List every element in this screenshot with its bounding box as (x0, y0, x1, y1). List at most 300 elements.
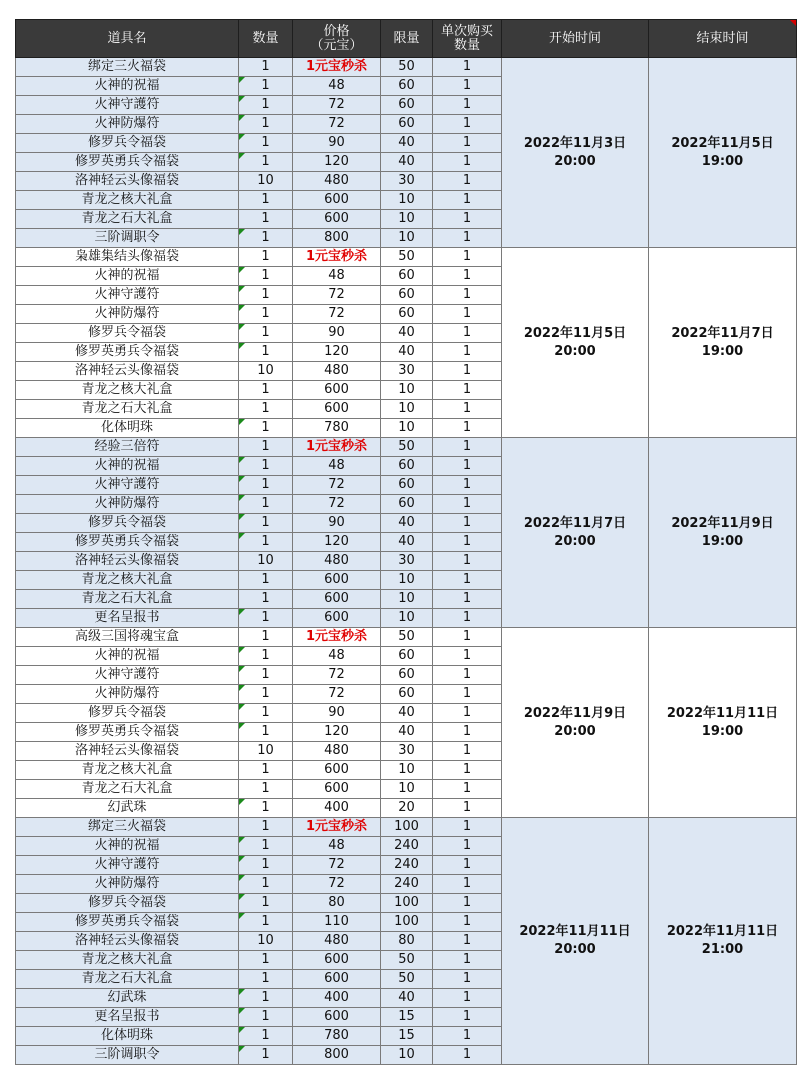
qty-cell[interactable] (239, 932, 293, 951)
price-cell[interactable] (293, 856, 381, 875)
end-time-cell[interactable] (649, 818, 797, 1065)
price-cell[interactable] (293, 894, 381, 913)
qty-cell[interactable] (239, 58, 293, 77)
limit-cell[interactable] (381, 742, 433, 761)
end-time-cell[interactable] (649, 628, 797, 818)
limit-cell[interactable] (381, 343, 433, 362)
qty-cell[interactable] (239, 229, 293, 248)
price-cell[interactable] (293, 267, 381, 286)
qty-cell[interactable] (239, 723, 293, 742)
price-cell[interactable] (293, 704, 381, 723)
item-name-cell[interactable] (16, 362, 239, 381)
price-cell[interactable] (293, 210, 381, 229)
per-purchase-cell[interactable] (433, 989, 502, 1008)
item-name-cell[interactable] (16, 837, 239, 856)
per-purchase-cell-text: 1 (462, 705, 472, 720)
price-cell[interactable] (293, 970, 381, 989)
item-name-cell[interactable] (16, 856, 239, 875)
qty-cell[interactable] (239, 913, 293, 932)
qty-cell[interactable] (239, 628, 293, 647)
price-cell[interactable] (293, 58, 381, 77)
price-cell[interactable] (293, 666, 381, 685)
limit-cell[interactable] (381, 115, 433, 134)
per-purchase-cell[interactable] (433, 609, 502, 628)
per-purchase-cell-text: 1 (462, 952, 472, 967)
item-name-cell[interactable] (16, 438, 239, 457)
price-cell[interactable] (293, 932, 381, 951)
item-name-cell[interactable] (16, 913, 239, 932)
limit-cell[interactable] (381, 932, 433, 951)
price-cell[interactable] (293, 305, 381, 324)
qty-cell[interactable] (239, 153, 293, 172)
limit-cell[interactable] (381, 267, 433, 286)
limit-cell[interactable] (381, 856, 433, 875)
header-price-line1: 价格 (323, 23, 350, 39)
item-name-cell[interactable] (16, 685, 239, 704)
per-purchase-cell[interactable] (433, 647, 502, 666)
cell-note-marker-icon (239, 533, 245, 539)
header-price[interactable] (293, 20, 381, 58)
qty-cell[interactable] (239, 96, 293, 115)
qty-cell[interactable] (239, 495, 293, 514)
price-cell[interactable] (293, 419, 381, 438)
per-purchase-cell[interactable] (433, 58, 502, 77)
per-purchase-cell[interactable] (433, 210, 502, 229)
limit-cell[interactable] (381, 913, 433, 932)
qty-cell[interactable] (239, 210, 293, 229)
qty-cell[interactable] (239, 419, 293, 438)
per-purchase-cell[interactable] (433, 419, 502, 438)
price-cell[interactable] (293, 628, 381, 647)
price-cell[interactable] (293, 514, 381, 533)
per-purchase-cell[interactable] (433, 286, 502, 305)
item-name-cell[interactable] (16, 932, 239, 951)
qty-cell[interactable] (239, 1008, 293, 1027)
qty-cell[interactable] (239, 381, 293, 400)
per-purchase-cell[interactable] (433, 191, 502, 210)
limit-cell[interactable] (381, 894, 433, 913)
start-time-cell[interactable] (502, 818, 649, 1065)
qty-cell[interactable] (239, 875, 293, 894)
per-purchase-cell[interactable] (433, 305, 502, 324)
qty-cell[interactable] (239, 685, 293, 704)
per-purchase-cell[interactable] (433, 571, 502, 590)
item-name-cell[interactable] (16, 666, 239, 685)
limit-cell[interactable] (381, 324, 433, 343)
price-cell[interactable] (293, 153, 381, 172)
price-cell[interactable] (293, 324, 381, 343)
price-cell[interactable] (293, 590, 381, 609)
header-end[interactable] (649, 20, 797, 58)
per-purchase-cell[interactable] (433, 400, 502, 419)
qty-cell[interactable] (239, 172, 293, 191)
per-purchase-cell[interactable] (433, 913, 502, 932)
qty-cell[interactable] (239, 514, 293, 533)
per-purchase-cell[interactable] (433, 381, 502, 400)
qty-cell[interactable] (239, 970, 293, 989)
per-purchase-cell[interactable] (433, 248, 502, 267)
limit-cell[interactable] (381, 514, 433, 533)
item-name-cell[interactable] (16, 324, 239, 343)
limit-cell[interactable] (381, 286, 433, 305)
per-purchase-cell[interactable] (433, 799, 502, 818)
item-name-cell[interactable] (16, 552, 239, 571)
item-name-cell[interactable] (16, 951, 239, 970)
per-purchase-cell[interactable] (433, 96, 502, 115)
per-purchase-cell[interactable] (433, 77, 502, 96)
per-purchase-cell[interactable] (433, 134, 502, 153)
item-name-cell[interactable] (16, 533, 239, 552)
item-name-cell[interactable] (16, 419, 239, 438)
item-name-cell[interactable] (16, 628, 239, 647)
qty-cell[interactable] (239, 780, 293, 799)
qty-cell[interactable] (239, 552, 293, 571)
per-purchase-cell[interactable] (433, 780, 502, 799)
per-purchase-cell[interactable] (433, 723, 502, 742)
item-name-cell[interactable] (16, 495, 239, 514)
qty-cell[interactable] (239, 837, 293, 856)
qty-cell[interactable] (239, 362, 293, 381)
limit-cell[interactable] (381, 495, 433, 514)
item-name-cell[interactable] (16, 229, 239, 248)
item-name-cell[interactable] (16, 875, 239, 894)
limit-cell[interactable] (381, 58, 433, 77)
item-name-cell[interactable] (16, 381, 239, 400)
per-purchase-cell[interactable] (433, 438, 502, 457)
limit-cell[interactable] (381, 552, 433, 571)
qty-cell[interactable] (239, 989, 293, 1008)
item-name-cell[interactable] (16, 704, 239, 723)
qty-cell[interactable] (239, 438, 293, 457)
qty-cell[interactable] (239, 248, 293, 267)
item-name-cell[interactable] (16, 723, 239, 742)
qty-cell[interactable] (239, 951, 293, 970)
qty-cell[interactable] (239, 609, 293, 628)
per-purchase-cell[interactable] (433, 1008, 502, 1027)
item-name-cell[interactable] (16, 590, 239, 609)
price-cell[interactable] (293, 191, 381, 210)
limit-cell[interactable] (381, 77, 433, 96)
limit-cell[interactable] (381, 989, 433, 1008)
limit-cell[interactable] (381, 457, 433, 476)
qty-cell[interactable] (239, 533, 293, 552)
end-time-cell[interactable] (649, 248, 797, 438)
limit-cell[interactable] (381, 533, 433, 552)
qty-cell[interactable] (239, 324, 293, 343)
limit-cell[interactable] (381, 248, 433, 267)
per-purchase-cell[interactable] (433, 552, 502, 571)
limit-cell[interactable] (381, 476, 433, 495)
limit-cell[interactable] (381, 96, 433, 115)
price-cell[interactable] (293, 438, 381, 457)
price-cell[interactable] (293, 381, 381, 400)
limit-cell[interactable] (381, 685, 433, 704)
item-name-cell[interactable] (16, 571, 239, 590)
limit-cell[interactable] (381, 362, 433, 381)
limit-cell[interactable] (381, 628, 433, 647)
item-name-cell[interactable] (16, 172, 239, 191)
table-row (16, 58, 797, 77)
qty-cell[interactable] (239, 571, 293, 590)
limit-cell[interactable] (381, 229, 433, 248)
qty-cell[interactable] (239, 1027, 293, 1046)
limit-cell-text: 60 (398, 116, 415, 131)
qty-cell[interactable] (239, 191, 293, 210)
price-cell-text: 72 (328, 116, 345, 131)
item-name-cell[interactable] (16, 970, 239, 989)
limit-cell[interactable] (381, 210, 433, 229)
item-name-cell[interactable] (16, 989, 239, 1008)
per-purchase-cell[interactable] (433, 1027, 502, 1046)
per-purchase-cell-text: 1 (462, 629, 472, 644)
item-name-cell[interactable] (16, 96, 239, 115)
price-cell-text: 600 (324, 192, 349, 207)
header-start[interactable]: 开始时间 (502, 20, 649, 58)
item-name-cell[interactable] (16, 457, 239, 476)
per-purchase-cell[interactable] (433, 172, 502, 191)
limit-cell[interactable] (381, 1046, 433, 1065)
price-cell[interactable] (293, 115, 381, 134)
limit-cell[interactable] (381, 970, 433, 989)
qty-cell[interactable] (239, 286, 293, 305)
end-time-cell[interactable] (649, 438, 797, 628)
item-name-cell[interactable] (16, 115, 239, 134)
qty-cell[interactable] (239, 894, 293, 913)
limit-cell[interactable] (381, 875, 433, 894)
per-purchase-cell[interactable] (433, 267, 502, 286)
qty-cell[interactable] (239, 77, 293, 96)
limit-cell[interactable] (381, 818, 433, 837)
per-purchase-cell[interactable] (433, 837, 502, 856)
qty-cell[interactable] (239, 647, 293, 666)
limit-cell[interactable] (381, 647, 433, 666)
per-purchase-cell[interactable] (433, 362, 502, 381)
qty-cell[interactable] (239, 856, 293, 875)
qty-cell[interactable] (239, 666, 293, 685)
item-name-cell[interactable] (16, 210, 239, 229)
qty-cell[interactable] (239, 267, 293, 286)
price-cell[interactable] (293, 457, 381, 476)
per-purchase-cell[interactable] (433, 761, 502, 780)
price-cell[interactable] (293, 609, 381, 628)
price-cell[interactable] (293, 742, 381, 761)
item-name-cell[interactable] (16, 799, 239, 818)
qty-cell[interactable] (239, 457, 293, 476)
item-name-cell[interactable] (16, 305, 239, 324)
qty-cell[interactable] (239, 704, 293, 723)
item-name-cell[interactable] (16, 514, 239, 533)
per-purchase-cell-text: 1 (462, 591, 472, 606)
per-purchase-cell[interactable] (433, 1046, 502, 1065)
price-cell[interactable] (293, 77, 381, 96)
per-purchase-cell[interactable] (433, 476, 502, 495)
per-purchase-cell[interactable] (433, 457, 502, 476)
per-purchase-cell[interactable] (433, 742, 502, 761)
qty-cell[interactable] (239, 818, 293, 837)
end-time-cell[interactable] (649, 58, 797, 248)
per-purchase-cell-text: 1 (462, 515, 472, 530)
per-purchase-cell[interactable] (433, 533, 502, 552)
qty-cell[interactable] (239, 115, 293, 134)
per-purchase-cell[interactable] (433, 229, 502, 248)
price-cell[interactable] (293, 1027, 381, 1046)
start-time-cell[interactable] (502, 438, 649, 628)
qty-cell[interactable] (239, 799, 293, 818)
qty-cell[interactable] (239, 476, 293, 495)
price-cell[interactable] (293, 761, 381, 780)
price-cell[interactable] (293, 571, 381, 590)
per-purchase-cell[interactable] (433, 495, 502, 514)
limit-cell[interactable] (381, 609, 433, 628)
per-purchase-cell[interactable] (433, 590, 502, 609)
qty-cell[interactable] (239, 1046, 293, 1065)
header-qty[interactable]: 数量 (239, 20, 293, 58)
item-name-cell[interactable] (16, 1046, 239, 1065)
start-time-cell[interactable] (502, 58, 649, 248)
header-limit[interactable]: 限量 (381, 20, 433, 58)
qty-cell[interactable] (239, 343, 293, 362)
limit-cell[interactable] (381, 381, 433, 400)
price-cell[interactable] (293, 343, 381, 362)
price-cell[interactable] (293, 799, 381, 818)
price-cell-text: 600 (324, 762, 349, 777)
per-purchase-cell[interactable] (433, 343, 502, 362)
price-cell[interactable] (293, 248, 381, 267)
qty-cell[interactable] (239, 400, 293, 419)
item-name-cell[interactable] (16, 647, 239, 666)
qty-cell[interactable] (239, 742, 293, 761)
limit-cell[interactable] (381, 837, 433, 856)
item-name-cell[interactable] (16, 153, 239, 172)
item-name-cell[interactable] (16, 286, 239, 305)
qty-cell[interactable] (239, 590, 293, 609)
price-cell[interactable] (293, 837, 381, 856)
item-name-cell[interactable] (16, 343, 239, 362)
item-name-cell[interactable] (16, 248, 239, 267)
per-purchase-cell[interactable] (433, 875, 502, 894)
limit-cell[interactable] (381, 153, 433, 172)
per-purchase-cell[interactable] (433, 115, 502, 134)
limit-cell[interactable] (381, 419, 433, 438)
price-cell[interactable] (293, 552, 381, 571)
per-purchase-cell[interactable] (433, 685, 502, 704)
price-cell[interactable] (293, 362, 381, 381)
limit-cell[interactable] (381, 305, 433, 324)
item-name-cell[interactable] (16, 1008, 239, 1027)
item-name-cell[interactable] (16, 77, 239, 96)
qty-cell[interactable] (239, 761, 293, 780)
start-time-cell[interactable] (502, 628, 649, 818)
per-purchase-cell[interactable] (433, 324, 502, 343)
price-cell[interactable] (293, 1008, 381, 1027)
limit-cell-text: 240 (394, 876, 419, 891)
price-cell[interactable] (293, 229, 381, 248)
limit-cell[interactable] (381, 704, 433, 723)
price-cell[interactable] (293, 685, 381, 704)
per-purchase-cell[interactable] (433, 894, 502, 913)
limit-cell[interactable] (381, 723, 433, 742)
price-cell[interactable] (293, 400, 381, 419)
limit-cell[interactable] (381, 191, 433, 210)
cell-note-marker-icon (239, 153, 245, 159)
limit-cell[interactable] (381, 571, 433, 590)
limit-cell[interactable] (381, 1008, 433, 1027)
limit-cell[interactable] (381, 400, 433, 419)
item-name-cell[interactable] (16, 476, 239, 495)
header-item[interactable]: 道具名 (16, 20, 239, 58)
price-cell[interactable] (293, 172, 381, 191)
price-cell[interactable] (293, 723, 381, 742)
item-name-cell[interactable] (16, 191, 239, 210)
limit-cell[interactable] (381, 799, 433, 818)
per-purchase-cell[interactable] (433, 970, 502, 989)
item-name-cell[interactable] (16, 134, 239, 153)
start-time-cell[interactable] (502, 248, 649, 438)
per-purchase-cell[interactable] (433, 628, 502, 647)
per-purchase-cell[interactable] (433, 951, 502, 970)
price-cell[interactable] (293, 780, 381, 799)
price-cell[interactable] (293, 913, 381, 932)
per-purchase-cell[interactable] (433, 856, 502, 875)
price-cell[interactable] (293, 1046, 381, 1065)
price-cell[interactable] (293, 875, 381, 894)
limit-cell[interactable] (381, 1027, 433, 1046)
qty-cell-text: 1 (261, 952, 270, 967)
price-cell[interactable] (293, 286, 381, 305)
limit-cell[interactable] (381, 780, 433, 799)
item-name-cell[interactable] (16, 400, 239, 419)
qty-cell-text: 10 (257, 933, 274, 948)
qty-cell[interactable] (239, 134, 293, 153)
price-cell[interactable] (293, 495, 381, 514)
item-name-cell[interactable] (16, 894, 239, 913)
limit-cell[interactable] (381, 438, 433, 457)
header-per-purchase[interactable] (433, 20, 502, 58)
qty-cell[interactable] (239, 305, 293, 324)
per-purchase-cell[interactable] (433, 932, 502, 951)
limit-cell[interactable] (381, 951, 433, 970)
per-purchase-cell[interactable] (433, 666, 502, 685)
price-cell[interactable] (293, 818, 381, 837)
limit-cell[interactable] (381, 134, 433, 153)
item-name-cell[interactable] (16, 761, 239, 780)
per-purchase-cell[interactable] (433, 818, 502, 837)
item-name-cell[interactable] (16, 267, 239, 286)
item-name-cell[interactable] (16, 780, 239, 799)
limit-cell[interactable] (381, 172, 433, 191)
limit-cell[interactable] (381, 761, 433, 780)
price-cell[interactable] (293, 96, 381, 115)
qty-cell-text: 1 (261, 230, 270, 245)
item-name-cell[interactable] (16, 58, 239, 77)
limit-cell[interactable] (381, 590, 433, 609)
per-purchase-cell[interactable] (433, 704, 502, 723)
limit-cell[interactable] (381, 666, 433, 685)
price-cell[interactable] (293, 533, 381, 552)
price-cell[interactable] (293, 647, 381, 666)
per-purchase-cell[interactable] (433, 153, 502, 172)
item-name-cell[interactable] (16, 742, 239, 761)
limit-cell-text: 40 (398, 154, 415, 169)
price-cell[interactable] (293, 989, 381, 1008)
per-purchase-cell[interactable] (433, 514, 502, 533)
price-cell[interactable] (293, 951, 381, 970)
item-name-cell[interactable] (16, 818, 239, 837)
price-cell[interactable] (293, 134, 381, 153)
item-name-cell[interactable] (16, 609, 239, 628)
item-name-cell[interactable] (16, 1027, 239, 1046)
price-cell[interactable] (293, 476, 381, 495)
